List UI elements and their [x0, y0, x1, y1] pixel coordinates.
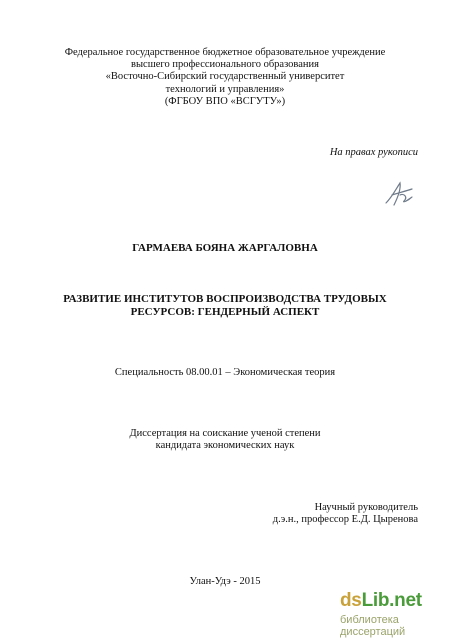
institution-line-5: (ФГБОУ ВПО «ВСГУТУ»)	[164, 96, 286, 107]
institution-line-3: «Восточно-Сибирский государственный университет	[105, 71, 345, 82]
signature-icon	[382, 177, 416, 211]
rights-note: На правах рукописи	[329, 147, 418, 158]
logo-ds-text: ds	[340, 590, 362, 611]
dslib-watermark	[340, 590, 448, 638]
specialty: Специальность 08.00.01 – Экономическая теория	[114, 367, 336, 378]
degree-line-1: Диссертация на соискание ученой степени	[129, 428, 321, 439]
degree-line-2: кандидата экономических наук	[155, 440, 295, 451]
author-name: ГАРМАЕВА БОЯНА ЖАРГАЛОВНА	[132, 242, 318, 254]
logo-rest-text: Lib.net	[361, 590, 422, 611]
title-line-1: РАЗВИТИЕ ИНСТИТУТОВ ВОСПРОИЗВОДСТВА ТРУДОВЫХ	[63, 293, 387, 305]
supervisor-label: Научный руководитель	[314, 502, 418, 513]
place-year: Улан-Удэ - 2015	[189, 576, 261, 587]
title-line-2: РЕСУРСОВ: ГЕНДЕРНЫЙ АСПЕКТ	[130, 306, 320, 318]
institution-line-2: высшего профессионального образования	[131, 59, 319, 70]
watermark-tagline: библиотека диссертаций	[340, 614, 406, 638]
dslib-logo	[340, 590, 448, 612]
supervisor-name: д.э.н., профессор Е.Д. Цыренова	[272, 514, 418, 525]
institution-line-1: Федеральное государственное бюджетное образовательное учреждение	[64, 47, 386, 58]
institution-line-4: технологий и управления»	[165, 84, 285, 95]
